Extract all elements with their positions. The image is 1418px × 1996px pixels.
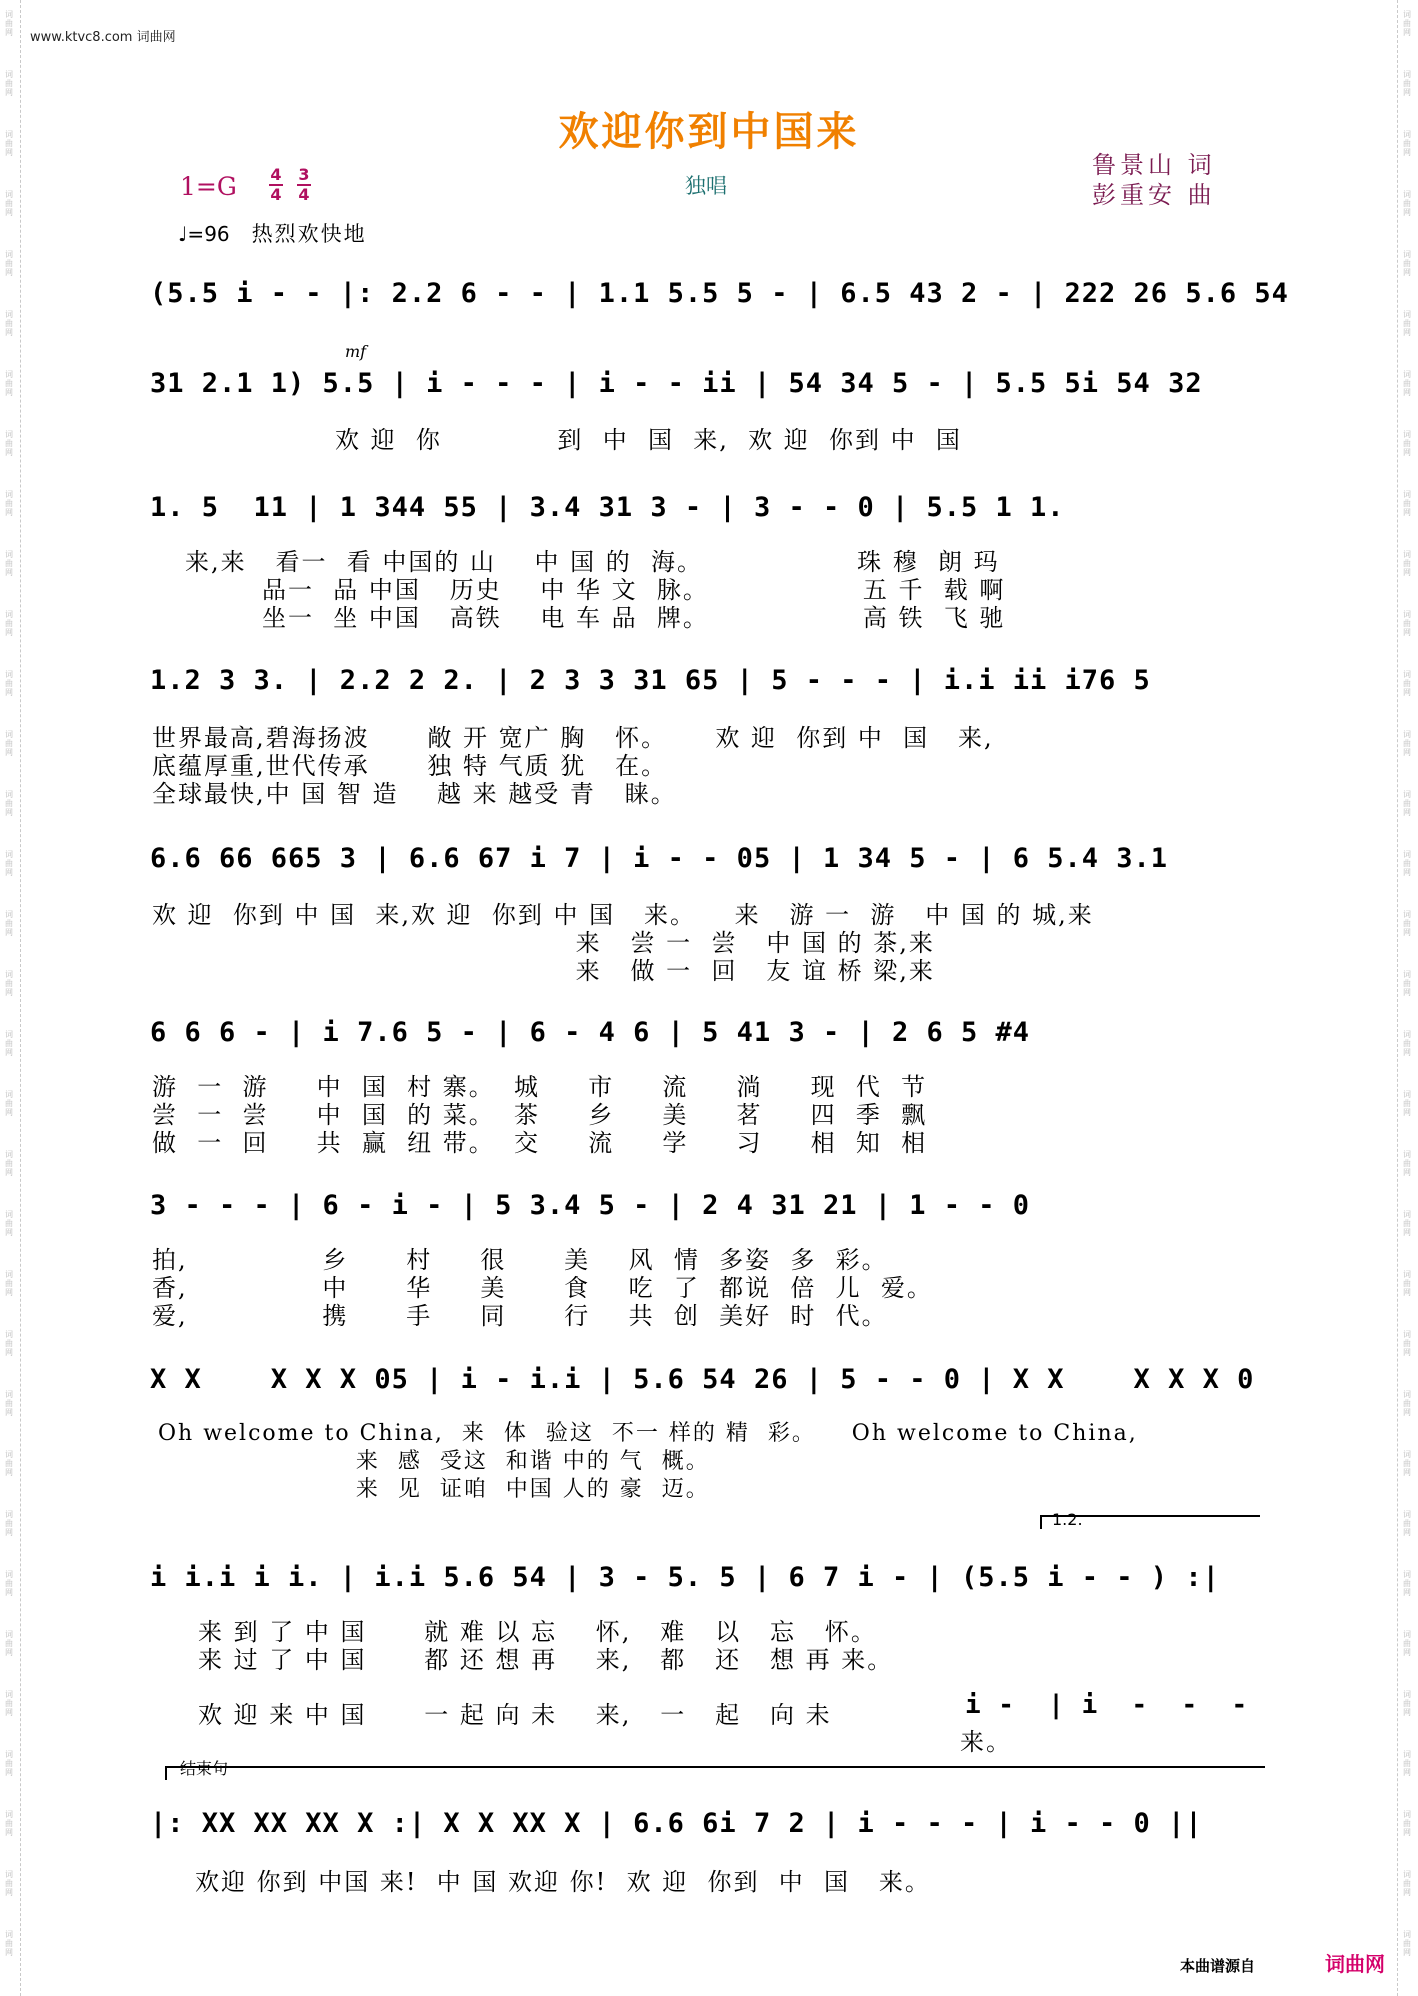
margin-watermark: 词 曲 网 bbox=[5, 1210, 13, 1237]
margin-watermark: 词 曲 网 bbox=[5, 1810, 13, 1837]
margin-watermark: 词 曲 网 bbox=[5, 1750, 13, 1777]
lyrics-system-8-verse-1: Oh welcome to China, 来 体 验这 不一 样的 精 彩。 Oh welcome to China, bbox=[158, 1421, 1138, 1446]
tempo-value: ♩=96 bbox=[178, 222, 230, 246]
ending-label: 结束句 bbox=[180, 1759, 229, 1778]
margin-watermark: 词 曲 网 bbox=[5, 910, 13, 937]
margin-watermark: 词 曲 网 bbox=[1403, 1810, 1411, 1837]
margin-watermark: 词 曲 网 bbox=[1403, 1210, 1411, 1237]
site-logo: 词曲网 bbox=[1325, 1952, 1385, 1976]
right-margin bbox=[1397, 0, 1418, 1996]
margin-watermark: 词 曲 网 bbox=[5, 550, 13, 577]
margin-watermark: 词 曲 网 bbox=[5, 1570, 13, 1597]
margin-watermark: 词 曲 网 bbox=[5, 250, 13, 277]
time-signature-4-4: 4 4 bbox=[270, 165, 282, 204]
margin-watermark: 词 曲 网 bbox=[1403, 190, 1411, 217]
time-signature-3-4: 3 4 bbox=[298, 165, 310, 204]
lyrics-system-9-verse-1: 来 到 了 中 国 就 难 以 忘 怀, 难 以 忘 怀。 bbox=[198, 1618, 877, 1646]
margin-watermark: 词 曲 网 bbox=[5, 1390, 13, 1417]
margin-watermark: 词 曲 网 bbox=[1403, 250, 1411, 277]
lyrics-system-8-verse-3: 来 见 证咱 中国 人的 豪 迈。 bbox=[158, 1477, 710, 1502]
margin-watermark: 词 曲 网 bbox=[5, 670, 13, 697]
margin-watermark: 词 曲 网 bbox=[1403, 970, 1411, 997]
margin-watermark: 词 曲 网 bbox=[5, 10, 13, 37]
lyricist: 鲁景山 词 bbox=[1092, 151, 1216, 179]
volta-label: 1.2. bbox=[1052, 1510, 1083, 1529]
notation-system-5: 6.6 66 665 3 | 6.6 67 i 7 | i - - 05 | 1 34 5 - | 6 5.4 3.1 bbox=[150, 843, 1169, 874]
lyrics-system-4-verse-1: 世界最高,碧海扬波 敞 开 宽广 胸 怀。 欢 迎 你到 中 国 来, bbox=[152, 724, 994, 752]
tempo-marking bbox=[178, 218, 367, 248]
margin-watermark: 词 曲 网 bbox=[1403, 490, 1411, 517]
margin-watermark: 词 曲 网 bbox=[1403, 850, 1411, 877]
margin-watermark: 词 曲 网 bbox=[1403, 130, 1411, 157]
key-signature: 1=G bbox=[180, 172, 237, 201]
notation-system-8: X X X X X 05 | i - i.i | 5.6 54 26 | 5 - - 0 | X X X X X 0 bbox=[150, 1364, 1255, 1395]
lyrics-system-4-verse-3: 全球最快,中 国 智 造 越 来 越受 青 睐。 bbox=[152, 780, 677, 808]
margin-watermark: 词 曲 网 bbox=[5, 490, 13, 517]
margin-watermark: 词 曲 网 bbox=[5, 1330, 13, 1357]
margin-watermark: 词 曲 网 bbox=[5, 1510, 13, 1537]
lyrics-system-10: 欢迎 你到 中国 来! 中 国 欢迎 你! 欢 迎 你到 中 国 来。 bbox=[195, 1868, 931, 1896]
margin-watermark: 词 曲 网 bbox=[5, 430, 13, 457]
margin-watermark: 词 曲 网 bbox=[5, 1870, 13, 1897]
margin-watermark: 词 曲 网 bbox=[5, 70, 13, 97]
margin-watermark: 词 曲 网 bbox=[1403, 790, 1411, 817]
lyrics-system-5-verse-3: 来 做 一 回 友 谊 桥 梁,来 bbox=[152, 957, 935, 985]
margin-watermark: 词 曲 网 bbox=[1403, 730, 1411, 757]
margin-watermark: 词 曲 网 bbox=[1403, 1450, 1411, 1477]
margin-watermark: 词 曲 网 bbox=[1403, 1390, 1411, 1417]
margin-watermark: 词 曲 网 bbox=[1403, 1150, 1411, 1177]
composer: 彭重安 曲 bbox=[1092, 181, 1216, 209]
margin-watermark: 词 曲 网 bbox=[5, 970, 13, 997]
margin-watermark: 词 曲 网 bbox=[1403, 1630, 1411, 1657]
margin-watermark: 词 曲 网 bbox=[1403, 610, 1411, 637]
margin-watermark: 词 曲 网 bbox=[5, 1630, 13, 1657]
lyrics-system-3-verse-1: 来,来 看一 看 中国的 山 中 国 的 海。 珠 穆 朗 玛 bbox=[185, 548, 1000, 576]
lyrics-system-7-verse-1: 拍, 乡 村 很 美 风 情 多姿 多 彩。 bbox=[152, 1246, 888, 1274]
margin-watermark: 词 曲 网 bbox=[1403, 1330, 1411, 1357]
margin-watermark: 词 曲 网 bbox=[5, 1930, 13, 1957]
coda-notes: i - | i - - - bbox=[965, 1690, 1249, 1720]
margin-watermark: 词 曲 网 bbox=[1403, 1690, 1411, 1717]
lyrics-system-4-verse-2: 底蕴厚重,世代传承 独 特 气质 犹 在。 bbox=[152, 752, 668, 780]
margin-watermark: 词 曲 网 bbox=[5, 310, 13, 337]
lyrics-system-7-verse-2: 香, 中 华 美 食 吃 了 都说 倍 儿 爱。 bbox=[152, 1274, 933, 1302]
margin-watermark: 词 曲 网 bbox=[5, 610, 13, 637]
margin-watermark: 词 曲 网 bbox=[5, 1030, 13, 1057]
margin-watermark: 词 曲 网 bbox=[1403, 670, 1411, 697]
dynamic-mark: mf bbox=[345, 342, 367, 361]
notation-system-7: 3 - - - | 6 - i - | 5 3.4 5 - | 2 4 31 21 | 1 - - 0 bbox=[150, 1190, 1031, 1221]
lyrics-system-9-verse-2: 来 过 了 中 国 都 还 想 再 来, 都 还 想 再 来。 bbox=[198, 1646, 894, 1674]
lyrics-system-5-verse-2: 来 尝 一 尝 中 国 的 茶,来 bbox=[152, 929, 935, 957]
margin-watermark: 词 曲 网 bbox=[1403, 430, 1411, 457]
margin-watermark: 词 曲 网 bbox=[5, 190, 13, 217]
margin-watermark: 词 曲 网 bbox=[1403, 1930, 1411, 1957]
notation-system-6: 6 6 6 - | i 7.6 5 - | 6 - 4 6 | 5 41 3 - | 2 6 5 #4 bbox=[150, 1017, 1031, 1048]
notation-system-4: 1.2 3 3. | 2.2 2 2. | 2 3 3 31 65 | 5 - - - | i.i ii i76 5 bbox=[150, 665, 1151, 696]
lyrics-system-3-verse-2: 品一 品 中国 历史 中 华 文 脉。 五 千 载 啊 bbox=[185, 576, 1006, 604]
margin-watermark: 词 曲 网 bbox=[5, 1090, 13, 1117]
lyrics-system-6-verse-3: 做 一 回 共 赢 纽 带。 交 流 学 习 相 知 相 bbox=[152, 1129, 928, 1157]
margin-watermark: 词 曲 网 bbox=[1403, 1570, 1411, 1597]
margin-watermark: 词 曲 网 bbox=[1403, 1270, 1411, 1297]
margin-watermark: 词 曲 网 bbox=[5, 1450, 13, 1477]
notation-system-10: |: XX XX XX X :| X X XX X | 6.6 6i 7 2 | i - - - | i - - 0 || bbox=[150, 1808, 1203, 1839]
margin-watermark: 词 曲 网 bbox=[1403, 1090, 1411, 1117]
lyrics-system-3-verse-3: 坐一 坐 中国 高铁 电 车 品 牌。 高 铁 飞 驰 bbox=[185, 604, 1006, 632]
margin-watermark: 词 曲 网 bbox=[5, 1690, 13, 1717]
lyrics-system-9-verse-3: 欢 迎 来 中 国 一 起 向 未 来, 一 起 向 未 bbox=[198, 1701, 832, 1729]
performance-style: 独唱 bbox=[685, 174, 727, 198]
coda-lyric: 来。 bbox=[960, 1728, 1012, 1756]
margin-watermark: 词 曲 网 bbox=[1403, 910, 1411, 937]
margin-watermark: 词 曲 网 bbox=[5, 370, 13, 397]
left-margin bbox=[0, 0, 21, 1996]
margin-watermark: 词 曲 网 bbox=[1403, 310, 1411, 337]
notation-system-9: i i.i i i. | i.i 5.6 54 | 3 - 5. 5 | 6 7 i - | (5.5 i - - ) :| bbox=[150, 1562, 1220, 1593]
lyrics-system-6-verse-2: 尝 一 尝 中 国 的 菜。 茶 乡 美 茗 四 季 飘 bbox=[152, 1101, 928, 1129]
notation-system-3: 1. 5 11 | 1 344 55 | 3.4 31 3 - | 3 - - 0 | 5.5 1 1. bbox=[150, 492, 1065, 523]
margin-watermark: 词 曲 网 bbox=[5, 1270, 13, 1297]
source-label: 本曲谱源自 bbox=[1180, 1957, 1256, 1975]
margin-watermark: 词 曲 网 bbox=[5, 130, 13, 157]
lyrics-system-8-verse-2: 来 感 受这 和谐 中的 气 概。 bbox=[158, 1449, 710, 1474]
expression-mark: 热烈欢快地 bbox=[251, 222, 367, 246]
lyrics-system-7-verse-3: 爱, 携 手 同 行 共 创 美好 时 代。 bbox=[152, 1302, 888, 1330]
margin-watermark: 词 曲 网 bbox=[1403, 1750, 1411, 1777]
notation-system-2: 31 2.1 1) 5.5 | i - - - | i - - ii | 54 34 5 - | 5.5 5i 54 32 bbox=[150, 368, 1203, 399]
margin-watermark: 词 曲 网 bbox=[1403, 1870, 1411, 1897]
margin-watermark: 词 曲 网 bbox=[1403, 1510, 1411, 1537]
margin-watermark: 词 曲 网 bbox=[1403, 70, 1411, 97]
margin-watermark: 词 曲 网 bbox=[1403, 1030, 1411, 1057]
margin-watermark: 词 曲 网 bbox=[5, 790, 13, 817]
margin-watermark: 词 曲 网 bbox=[1403, 550, 1411, 577]
ending-bracket bbox=[165, 1766, 1265, 1768]
margin-watermark: 词 曲 网 bbox=[1403, 370, 1411, 397]
lyrics-system-2: 欢 迎 你 到 中 国 来, 欢 迎 你到 中 国 bbox=[335, 426, 962, 454]
margin-watermark: 词 曲 网 bbox=[5, 1150, 13, 1177]
lyrics-system-5-verse-1: 欢 迎 你到 中 国 来,欢 迎 你到 中 国 来。 来 游 一 游 中 国 的 城,来 bbox=[152, 901, 1094, 929]
margin-watermark: 词 曲 网 bbox=[1403, 10, 1411, 37]
lyrics-system-6-verse-1: 游 一 游 中 国 村 寨。 城 市 流 淌 现 代 节 bbox=[152, 1073, 928, 1101]
song-title: 欢迎你到中国来 bbox=[558, 109, 860, 155]
site-url: www.ktvc8.com 词曲网 bbox=[30, 30, 176, 45]
notation-system-1: (5.5 i - - |: 2.2 6 - - | 1.1 5.5 5 - | 6.5 43 2 - | 222 26 5.6 54 bbox=[150, 278, 1289, 309]
margin-watermark: 词 曲 网 bbox=[5, 850, 13, 877]
margin-watermark: 词 曲 网 bbox=[5, 730, 13, 757]
